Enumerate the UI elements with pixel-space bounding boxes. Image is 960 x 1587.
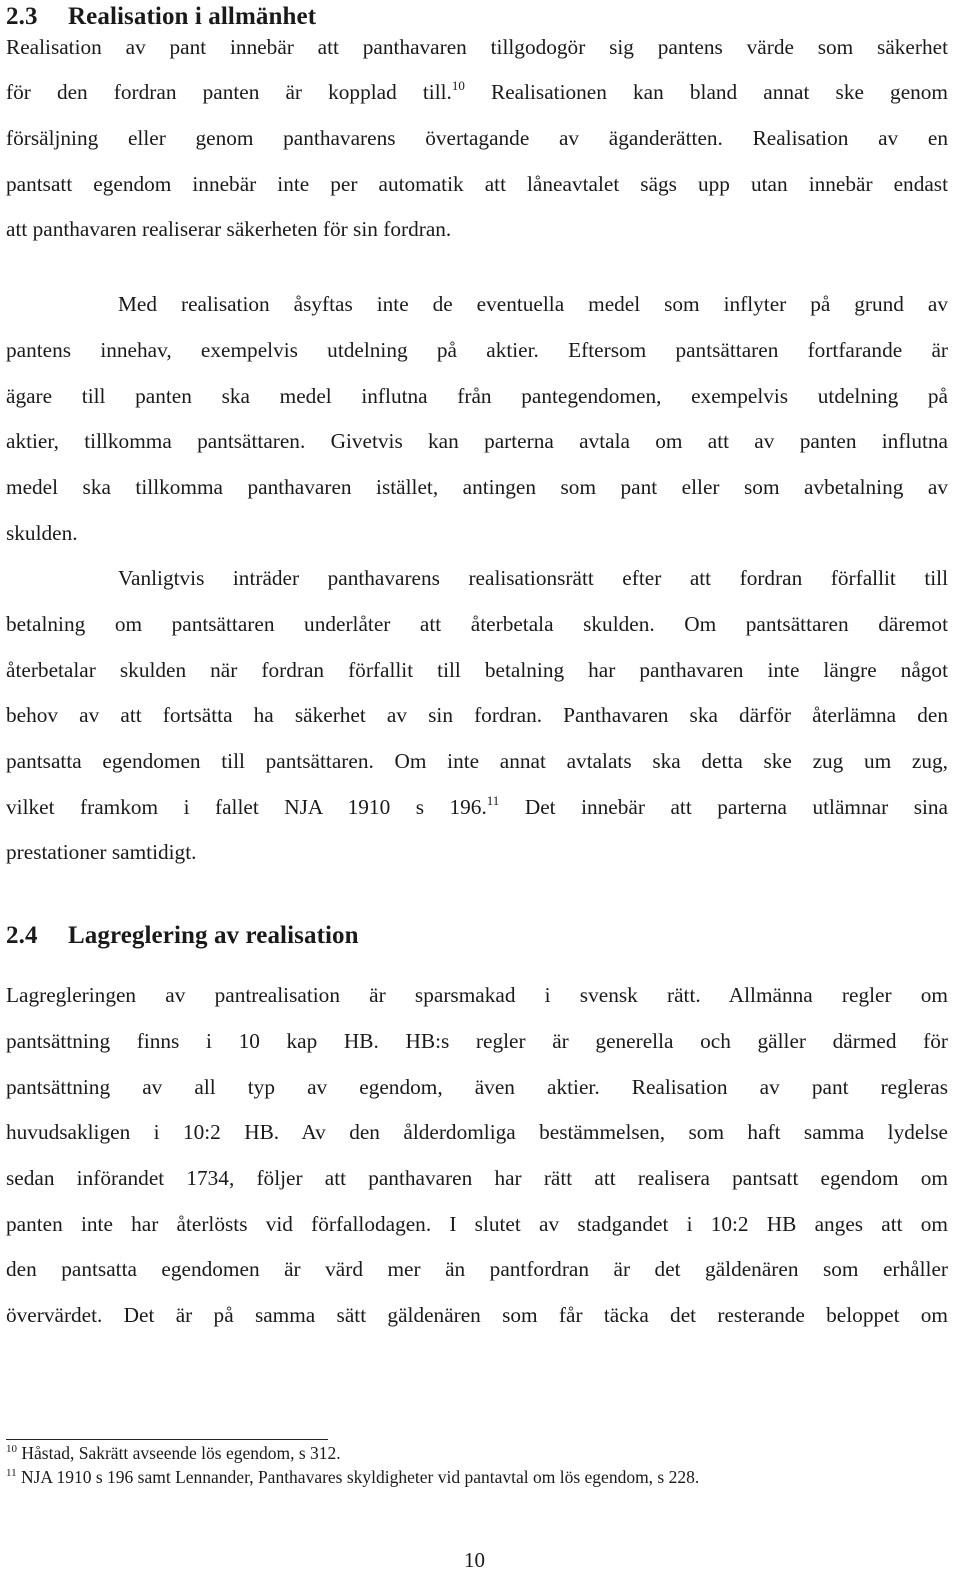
footnote-number: 10 (6, 1443, 17, 1455)
paragraph-line: Lagregleringen av pantrealisation är sparsmakad i svensk rätt. Allmänna regler om (6, 983, 948, 1007)
section-title: Realisation i allmänhet (68, 3, 317, 30)
footnote-ref: 11 (486, 793, 500, 808)
section-number: 2.4 (6, 922, 38, 949)
section-heading-2-4 (6, 922, 359, 950)
paragraph-line: medel ska tillkomma panthavaren istället, antingen som pant eller som avbetalning av (6, 475, 948, 499)
paragraph-line: sedan införandet 1734, följer att panthavaren har rätt att realisera pantsatt egendom om (6, 1166, 948, 1190)
paragraph-line: pantsatt egendom innebär inte per automatik att låneavtalet sägs upp utan innebär endast (6, 172, 948, 196)
footnote (6, 1467, 699, 1488)
paragraph-line: betalning om pantsättaren underlåter att återbetala skulden. Om pantsättaren däremot (6, 612, 948, 636)
paragraph-line: panten inte har återlösts vid förfallodagen. I slutet av stadgandet i 10:2 HB anges att om (6, 1212, 948, 1236)
section-number: 2.3 (6, 3, 38, 30)
footnote-text: NJA 1910 s 196 samt Lennander, Panthavares skyldigheter vid pantavtal om lös egendom, s 228. (20, 1467, 700, 1487)
paragraph-line: Realisation av pant innebär att panthavaren tillgodogör sig pantens värde som säkerhet (6, 35, 948, 59)
footnote-text: Håstad, Sakrätt avseende lös egendom, s 312. (21, 1443, 341, 1463)
footnote-divider (6, 1439, 328, 1440)
paragraph-line: pantsättning finns i 10 kap HB. HB:s regler är generella och gäller därmed för (6, 1029, 948, 1053)
paragraph-line: den pantsatta egendomen är värd mer än pantfordran är det gäldenären som erhåller (6, 1257, 948, 1281)
paragraph-line: prestationer samtidigt. (6, 840, 197, 864)
paragraph-line: för den fordran panten är kopplad till.$^{10}$ Realisationen kan bland annat ske genom (6, 78, 949, 104)
paragraph-line: återbetalar skulden när fordran förfallit till betalning har panthavaren inte längre något (6, 658, 948, 682)
paragraph-line: övervärdet. Det är på samma sätt gäldenären som får täcka det resterande beloppet om (6, 1303, 948, 1327)
page-number: 10 (464, 1548, 485, 1572)
section-title: Lagreglering av realisation (68, 922, 359, 949)
paragraph-line: vilket framkom i fallet NJA 1910 s 196.11 Det innebär att parterna utlämnar sina (6, 793, 948, 819)
paragraph-line: försäljning eller genom panthavarens övertagande av äganderätten. Realisation av en (6, 126, 948, 150)
paragraph-line: skulden. (6, 521, 78, 545)
footnote (6, 1443, 341, 1464)
section-heading-2-3 (6, 3, 316, 31)
paragraph-line: behov av att fortsätta ha säkerhet av sin fordran. Panthavaren ska därför återlämna den (6, 703, 948, 727)
document-page (6, 0, 952, 1587)
paragraph-line: ägare till panten ska medel influtna från pantegendomen, exempelvis utdelning på (6, 384, 948, 408)
paragraph-line: aktier, tillkomma pantsättaren. Givetvis kan parterna avtala om att av panten influtna (6, 429, 948, 453)
paragraph-line: pantsättning av all typ av egendom, även aktier. Realisation av pant regleras (6, 1075, 948, 1099)
paragraph-line: pantens innehav, exempelvis utdelning på aktier. Eftersom pantsättaren fortfarande är (6, 338, 948, 362)
footnote-number: 11 (6, 1467, 17, 1479)
paragraph-line: Vanligtvis inträder panthavarens realisationsrätt efter att fordran förfallit till (118, 566, 948, 590)
footnote-ref: 10 (451, 78, 465, 93)
paragraph-line: Med realisation åsyftas inte de eventuella medel som inflyter på grund av (118, 292, 948, 316)
paragraph-line: pantsatta egendomen till pantsättaren. Om inte annat avtalats ska detta ske zug um zug, (6, 749, 948, 773)
paragraph-line: att panthavaren realiserar säkerheten för sin fordran. (6, 217, 452, 241)
paragraph-line: huvudsakligen i 10:2 HB. Av den ålderdomliga bestämmelsen, som haft samma lydelse (6, 1120, 948, 1144)
